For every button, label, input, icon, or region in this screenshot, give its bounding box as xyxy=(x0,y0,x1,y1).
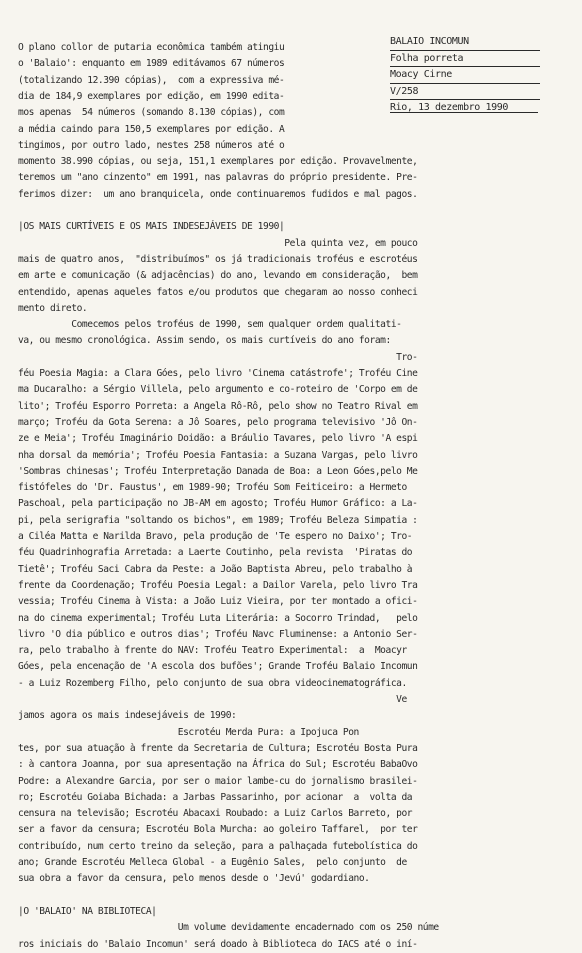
text-line: ma Ducaralho: a Sérgio Villela, pelo argumento e co-roteiro de 'Corpo em de xyxy=(18,384,418,396)
text-line: momento 38.990 cópias, ou seja, 151,1 exemplares por edição. Provavelmente, xyxy=(18,156,418,168)
text-line: tingimos, por outro lado, nestes 258 números até o xyxy=(18,139,285,151)
text-line: 'Sombras chinesas'; Troféu Interpretação Danada de Boa: a Leon Góes,pelo Me xyxy=(18,465,418,477)
masthead-editor: Moacy Cirne xyxy=(390,67,540,84)
text-line: março; Troféu da Gota Serena: a Jô Soares, pelo programa televisivo 'Jô On- xyxy=(18,416,418,428)
text-line: vessia; Troféu Cinema à Vista: a João Luiz Vieira, por ter montado a ofici- xyxy=(18,596,418,608)
text-line: - a Luiz Rozemberg Filho, pelo conjunto de sua obra videocinematográfica. xyxy=(18,677,407,689)
text-line: fistófeles do 'Dr. Faustus', em 1989-90; Troféu Som Feiticeiro: a Hermeto xyxy=(18,482,407,494)
text-line: nha dorsal da memória'; Troféu Poesia Fantasia: a Suzana Vargas, pelo livro xyxy=(18,449,418,461)
text-line: ano; Grande Escrotéu Melleca Global - a Eugênio Sales, pelo conjunto de xyxy=(18,857,407,868)
text-line: Ve xyxy=(18,694,407,705)
text-line: contribuído, num certo treino da seleção, para a palhaçada futebolística do xyxy=(18,840,418,852)
masthead-issue: V/258 xyxy=(390,84,540,101)
masthead-date: Rio, 13 dezembro 1990 xyxy=(390,102,509,113)
section-heading: |OS MAIS CURTÍVEIS E OS MAIS INDESEJÁVEIS DE 1990| xyxy=(18,221,285,233)
text-line: o 'Balaio': enquanto em 1989 editávamos 67 números xyxy=(18,58,285,70)
masthead xyxy=(390,34,540,116)
text-line: féu Quadrinhografia Arretada: a Laerte Coutinho, pela revista 'Piratas do xyxy=(18,547,413,559)
text-line: ferimos dizer: um ano branquicela, onde continuaremos fudidos e mal pagos. xyxy=(18,188,418,200)
text-line: em arte e comunicação (& adjacências) do ano, levando em consideração, bem xyxy=(18,270,418,282)
text-line: ros iniciais do 'Balaio Incomun' será doado à Biblioteca do IACS até o iní- xyxy=(18,938,418,950)
masthead-rule xyxy=(390,112,538,113)
text-line: mos apenas 54 números (somando 8.130 cópias), com xyxy=(18,107,285,119)
text-line: Escrotéu Merda Pura: a Ipojuca Pon xyxy=(18,726,359,738)
text-line: lito'; Troféu Esporro Porreta: a Angela Rô-Rô, pelo show no Teatro Rival em xyxy=(18,400,418,412)
text-line: ra, pelo trabalho à frente do NAV: Troféu Teatro Experimental: a Moacyr xyxy=(18,645,407,657)
text-line: livro 'O dia público e outros dias'; Troféu Navc Fluminense: a Antonio Ser- xyxy=(18,628,418,640)
text-line: Um volume devidamente encadernado com os 250 núme xyxy=(18,922,439,934)
text-line: ro; Escrotéu Goiaba Bichada: a Jarbas Passarinho, por acionar a volta da xyxy=(18,791,413,803)
text-line: censura na televisão; Escrotéu Abacaxi Roubado: a Luiz Carlos Barreto, por xyxy=(18,808,413,820)
text-line: Góes, pela encenação de 'A escola dos bufões'; Grande Troféu Balaio Incomun xyxy=(18,661,418,673)
text-line: dia de 184,9 exemplares por edição, em 1990 edita- xyxy=(18,90,285,102)
section-heading: |O 'BALAIO' NA BIBLIOTECA| xyxy=(18,905,157,917)
text-line: a Ciléa Matta e Narilda Bravo, pela produção de 'Te espero no Daixo'; Tro- xyxy=(18,531,413,542)
text-line: : à cantora Joanna, por sua apresentação na África do Sul; Escrotéu BabaOvo xyxy=(18,759,418,771)
text-line: Tro- xyxy=(18,351,418,363)
text-line: entendido, apenas aqueles fatos e/ou produtos que chegaram ao nosso conheci xyxy=(18,286,418,298)
text-line: teremos um "ano cinzento" em 1991, nas palavras do próprio presidente. Pre- xyxy=(18,172,418,184)
text-line: (totalizando 12.390 cópias), com a expressiva mé- xyxy=(18,74,285,86)
text-line: ze e Meia'; Troféu Imaginário Doidão: a Bráulio Tavares, pelo livro 'A espi xyxy=(18,433,418,445)
text-line: tes, por sua atuação à frente da Secretaria de Cultura; Escrotéu Bosta Pura xyxy=(18,742,418,754)
text-line: pi, pela serigrafia "soltando os bichos", em 1989; Troféu Beleza Simpatia : xyxy=(18,514,418,526)
text-line: O plano collor de putaria econômica também atingiu xyxy=(18,42,285,53)
text-line: mento direto. xyxy=(18,302,88,314)
masthead-subtitle: Folha porreta xyxy=(390,51,540,68)
text-line: Tietê'; Troféu Saci Cabra da Peste: a João Baptista Abreu, pelo trabalho à xyxy=(18,563,413,575)
text-line: sua obra a favor da censura, pelo menos desde o 'Jevú' godardiano. xyxy=(18,873,370,885)
text-line: mais de quatro anos, "distribuímos" os já tradicionais troféus e escrotéus xyxy=(18,253,418,265)
text-line: jamos agora os mais indesejáveis de 1990: xyxy=(18,710,237,722)
text-line: frente da Coordenação; Troféu Poesia Legal: a Dailor Varela, pelo livro Tra xyxy=(18,579,418,591)
masthead-title: BALAIO INCOMUN xyxy=(390,34,540,51)
text-line: va, ou mesmo cronológica. Assim sendo, os mais curtíveis do ano foram: xyxy=(18,335,391,347)
text-line: ser a favor da censura; Escrotéu Bola Murcha: ao goleiro Taffarel, por ter xyxy=(18,824,418,836)
text-line: na do cinema experimental; Troféu Luta Literária: a Socorro Trindad, pelo xyxy=(18,612,418,624)
text-line: Pela quinta vez, em pouco xyxy=(18,237,418,249)
text-line: Paschoal, pela participação no JB-AM em agosto; Troféu Humor Gráfico: a La- xyxy=(18,498,418,510)
text-line: Podre: a Alexandre Garcia, por ser o maior lambe-cu do jornalismo brasilei- xyxy=(18,775,418,787)
text-line: Comecemos pelos troféus de 1990, sem qualquer ordem qualitati- xyxy=(18,319,402,331)
text-line: a média caindo para 150,5 exemplares por edição. A xyxy=(18,123,285,135)
text-line: féu Poesia Magia: a Clara Góes, pelo livro 'Cinema catástrofe'; Troféu Cine xyxy=(18,368,418,379)
